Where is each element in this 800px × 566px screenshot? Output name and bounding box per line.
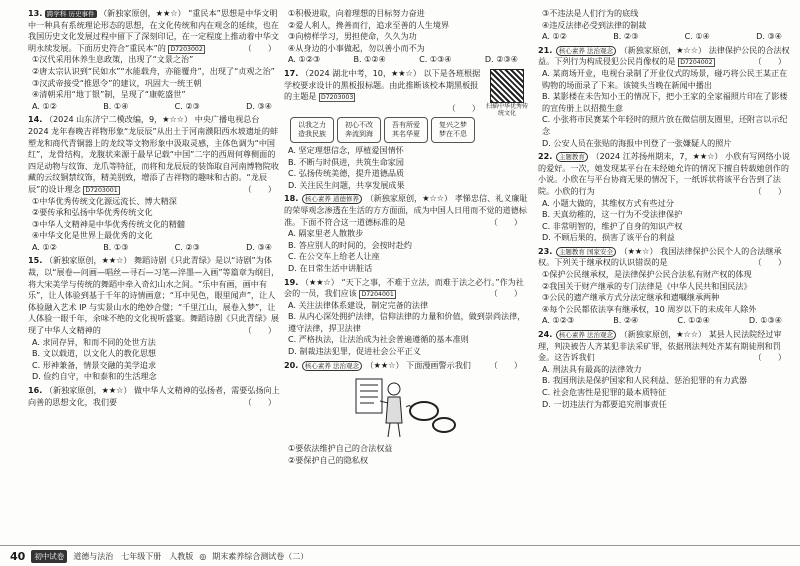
question-number: 20. — [284, 359, 299, 370]
statement: ②唐太宗认识到“民如水”“水能载舟，亦能覆舟”，出现了“贞观之治” — [32, 65, 275, 76]
title-line: 复兴之梦 — [439, 120, 467, 129]
question-stem: “天下之事，不难于立法，而难于法之必行。”作为社会的一员，我们应该 — [284, 276, 524, 299]
statement: ④违反法律必受到法律的制裁 — [542, 19, 647, 30]
question-tag: 主题教育 国家安全 — [556, 247, 616, 257]
statement: ③不违法是人们行为的底线 — [542, 8, 639, 18]
answer-blank[interactable]: （ ） — [243, 396, 276, 407]
choice-a[interactable]: A. ①②③ — [288, 54, 321, 65]
question-20-options — [538, 8, 792, 43]
exam-title: 期末素养综合测试卷（二） — [212, 551, 309, 561]
choice-d[interactable]: D. ③④ — [246, 100, 272, 111]
statement: ④每个公民都依法享有继承权，10 周岁以下的未成年人除外 — [542, 303, 757, 314]
question-15 — [28, 255, 282, 383]
statement: ①积极进取，向着理想的目标努力奋进 — [288, 8, 425, 18]
question-code: D7203003 — [320, 94, 354, 102]
choice-a[interactable]: A. 坚定理想信念，厚植爱国情怀 — [288, 144, 404, 155]
choice-c[interactable]: C. 弘扬传统美德，提升道德品质 — [288, 168, 405, 179]
choice-b[interactable]: B. 答应别人的时间的，会按时赴约 — [288, 239, 413, 250]
choice-b[interactable]: B. 天真幼稚的，这一行为不受法律保护 — [542, 209, 683, 220]
question-stem: “重民本”思想是中华文明中一种具有系统理论形态的思想，在文化传统和内在观念的延续，也在我国历史文化发展过程中留下了深刻印记，在一定程度上推动着中华文明永续发展。下面历史符合“重民本”的 — [28, 8, 279, 53]
choice-d[interactable]: D. 制裁违法犯罪，促进社会公平正义 — [288, 346, 421, 357]
choice-c[interactable]: C. 非常明智的，维护了自身的知识产权 — [542, 220, 683, 231]
question-number: 24. — [538, 329, 553, 340]
qr-code-icon[interactable] — [490, 69, 524, 103]
question-stem: 某县人民法院经过审理，判决被告人齐某犯非法采矿罪，依据刑法判处齐某有期徒刑和罚金。这告诉我们 — [538, 329, 782, 363]
answer-blank[interactable]: （ ） — [489, 216, 522, 227]
choice-c[interactable]: C. 严格执法，让法治成为社会普遍遵循的基本准则 — [288, 334, 469, 345]
choice-a[interactable]: A. 小题大做的，其维权方式有些过分 — [542, 197, 674, 208]
question-tag: 核心素养 法治观念 — [302, 361, 362, 371]
answer-blank[interactable]: （ ） — [447, 102, 480, 113]
question-number: 16. — [28, 385, 43, 395]
question-tag: 核心素养 法治观念 — [556, 330, 616, 340]
question-number: 14. — [28, 114, 43, 125]
choice-c[interactable]: C. 社会危害性是犯罪的最本质特征 — [542, 387, 667, 397]
answer-blank[interactable]: （ ） — [753, 257, 786, 268]
answer-blank[interactable]: （ ） — [753, 185, 786, 196]
choice-b[interactable]: B. 文以载道，以文化人的教化思想 — [32, 348, 157, 359]
choice-b[interactable]: B. 从内心深处拥护法律，信仰法律的力量和价值，做到崇尚法律，遵守法律，捍卫法律 — [288, 311, 526, 333]
choice-b[interactable]: B. ②③ — [613, 31, 639, 42]
choice-row — [28, 242, 282, 254]
choice-b[interactable]: B. 不断与时俱进，共筑生命家园 — [288, 156, 404, 167]
question-source: （★★☆） — [300, 276, 339, 287]
question-tag: 主题教育 — [556, 152, 588, 162]
question-number: 21. — [538, 44, 553, 55]
choice-b[interactable]: B. ②④ — [613, 315, 639, 326]
question-22 — [538, 151, 792, 244]
question-14 — [28, 114, 282, 253]
statement: ③公民的遗产继承方式分法定继承和遗嘱继承两种 — [542, 292, 720, 303]
statement: ①汉代采用休养生息政策，出现了“文景之治” — [32, 54, 194, 65]
statement: ②要传承和弘扬中华优秀传统文化 — [32, 207, 153, 218]
choice-c[interactable]: C. ②③ — [174, 241, 200, 252]
title-line: 造我民族 — [298, 129, 326, 138]
question-source: （新独家原创，★★☆） — [44, 385, 132, 395]
choice-d[interactable]: D. 俭约自守，中和泰和的生活理念 — [32, 371, 157, 382]
handcuff-cartoon-icon — [314, 373, 464, 443]
statement: ①中华优秀传统文化源远流长、博大精深 — [32, 195, 177, 206]
separator-icon: ◎ — [199, 551, 207, 561]
choice-c[interactable]: C. 小张将市民赛某个年轻时的照片放在微信朋友圈里，还附言以示纪念 — [542, 114, 788, 136]
question-tag: 跨学科 历史事件 — [46, 10, 95, 18]
title-line: 初心不改 — [345, 120, 373, 129]
question-number: 19. — [284, 276, 299, 287]
choice-c[interactable]: C. ①③④ — [419, 54, 452, 65]
title-line: 吾有所爱 — [392, 120, 420, 129]
question-code: D7203002 — [170, 45, 203, 53]
question-stem: 舞蹈诗剧《只此青绿》是以“诗剧”为体裁，以“展卷—问画—唱丝—寻石—习笔—淬墨—入画”等篇章为纲目，将大宋美学与传统的舞蹈中牵入奇幻山水之间。“乐中有画，画中有乐”，让人体验到基于千年的诗情画意；“耳中见色，眼里闻声”，让人体验融入艺术 IP 与实景山水的绝妙合璧；“千里江山，展卷入梦”，让人体验一眼千年，余味不绝的文化视听盛宴。舞蹈诗剧《只此青绿》展现了中华人文精神的 — [28, 255, 280, 336]
question-stem: 小欣有写网络小说的爱好。一次，她发现某平台在未经她允许的情况下擅自转载她创作的小说。小欣在与平台协商无果的情况下，一纸诉状将该平台告到了法院。小欣的行为 — [538, 151, 790, 196]
statement: ②爱人利人，搀善而行，追求至善的人生境界 — [288, 19, 450, 30]
question-stem: 我国法律保护公民个人的合法继承权。下列关于继承权的认识错误的是 — [538, 245, 782, 268]
column-right — [538, 8, 792, 412]
statement: ④中华文化是世界上最优秀的文化 — [32, 230, 153, 241]
choice-d[interactable]: D. 公安人员在张贴的海报中刊登了一张嫌疑人的照片 — [542, 137, 732, 148]
choice-b[interactable]: B. ①④ — [103, 100, 129, 111]
question-24 — [538, 329, 792, 410]
statement: ③中华人文精神是中华优秀传统文化的精髓 — [32, 218, 185, 229]
statement: ②要保护自己的隐私权 — [288, 454, 369, 465]
choice-d[interactable]: D. 关注民生问题，共享发展成果 — [288, 179, 405, 190]
choice-a[interactable]: A. 求同存异，和而不同的处世方法 — [32, 336, 156, 347]
answer-blank[interactable]: （ ） — [489, 288, 522, 299]
question-stem: 做中华人文精神的弘扬者，需要弘扬向上向善的思想文化，我们要 — [28, 385, 280, 407]
choice-a[interactable]: A. 某商场开业，电视台录制了开业仪式的场景，碰巧将公民王某正在购物的场面录了下来。该镜头当晚在新闻中播出 — [542, 67, 788, 90]
question-tag: 核心素养 法治观念 — [556, 46, 616, 56]
statement: ③向榜样学习，男担使命，久久为功 — [288, 31, 417, 42]
choice-d[interactable]: D. ③④ — [756, 31, 782, 42]
question-source: （新独家原创，★☆☆） — [619, 44, 707, 55]
question-20 — [284, 360, 528, 467]
choice-a[interactable]: A. ①②③ — [542, 315, 575, 326]
question-source: （2024 江苏扬州期末，7，★★☆） — [591, 151, 723, 162]
question-source: （新独家原创，★☆☆） — [619, 329, 707, 340]
question-tag: 核心素养 道德修养 — [302, 194, 362, 204]
question-number: 23. — [538, 245, 553, 256]
question-code: D7203001 — [85, 186, 118, 194]
question-source: （新独家原创，★☆☆） — [365, 193, 453, 204]
choice-c[interactable]: C. 形神兼备，情景交融的美学追求 — [32, 359, 157, 370]
answer-blank[interactable]: （ ） — [243, 183, 276, 194]
title-line: 梦在不息 — [439, 129, 467, 138]
title-line: 其名华夏 — [392, 129, 420, 138]
answer-blank[interactable]: （ ） — [243, 42, 276, 53]
choice-d[interactable]: D. ②③④ — [484, 54, 518, 65]
page-footer — [0, 545, 800, 566]
question-16-options — [284, 8, 528, 66]
answer-blank[interactable]: （ ） — [753, 352, 786, 363]
choice-b[interactable]: B. 某影楼在未告知小王的情况下，把小王家的全家福照片印在了影楼的宣传册上以招揽生意 — [542, 91, 788, 113]
choice-d[interactable]: D. ①③④ — [748, 315, 782, 326]
choice-c[interactable]: C. 在公交车上给老人让座 — [288, 251, 380, 262]
question-source: （新独家原创，★★☆） — [44, 255, 132, 266]
choice-d[interactable]: D. 不顾后果的，损害了该平台的利益 — [542, 232, 675, 243]
choice-d[interactable]: D. 在日常生活中讲脏话 — [288, 262, 373, 273]
question-number: 13. — [28, 8, 43, 18]
choice-row — [284, 54, 528, 66]
question-17 — [284, 68, 528, 191]
question-code: D7204002 — [680, 59, 713, 67]
blackboard-title — [290, 117, 334, 143]
page-number: 40 — [10, 549, 26, 563]
column-left — [28, 8, 282, 410]
blackboard-title — [431, 117, 475, 143]
question-source: （新独家原创，★★☆） — [99, 8, 186, 18]
question-stem: 以下是各班根据学校要求设计的黑板报标题。由此推断该校本期黑板报的主题是 — [284, 67, 481, 102]
question-number: 15. — [28, 255, 43, 266]
subject-label: 道德与法治 七年级下册 人教版 — [73, 551, 194, 561]
choice-row — [538, 31, 792, 43]
question-number: 18. — [284, 193, 299, 204]
choice-b[interactable]: B. ①②④ — [353, 54, 386, 65]
blackboard-title — [337, 117, 381, 143]
statement: ①要依法维护自己的合法权益 — [288, 443, 393, 454]
choice-a[interactable]: A. 刑法具有最高的法律效力 — [542, 363, 642, 374]
choice-row — [28, 101, 282, 113]
choice-c[interactable]: C. ①④ — [684, 31, 710, 42]
answer-blank[interactable]: （ ） — [753, 56, 786, 67]
choice-a[interactable]: A. 隔家里老人散散步 — [288, 228, 364, 239]
choice-a[interactable]: A. ①② — [32, 241, 58, 252]
answer-blank[interactable]: （ ） — [489, 359, 522, 370]
blackboard-title — [384, 117, 428, 143]
choice-d[interactable]: D. 一切违法行为都要追究刑事责任 — [542, 398, 667, 409]
answer-blank[interactable]: （ ） — [243, 325, 276, 336]
statement: ①保护公民继承权，是法律保护公民合法私有财产权的体现 — [542, 269, 752, 280]
question-source: （★★☆） — [365, 359, 404, 370]
question-code: D7204001 — [361, 291, 394, 299]
series-badge: 初中试卷 — [31, 550, 67, 563]
question-source: （★★☆） — [619, 245, 658, 256]
choice-b[interactable]: B. ①③ — [103, 241, 129, 252]
question-number: 17. — [284, 67, 299, 78]
statement: ③汉武帝接受“推恩令”的建议，巩固大一统王朝 — [32, 77, 202, 88]
choice-a[interactable]: A. ①② — [32, 100, 58, 111]
choice-c[interactable]: C. ②③ — [174, 100, 200, 111]
question-18 — [284, 193, 528, 274]
question-19 — [284, 277, 528, 358]
question-13 — [28, 8, 282, 112]
question-stem: 中央广播电视总台 2024 龙年春晚吉祥物形象“龙辰辰”从出土于河南濮阳西水坡遗址的蚌塑龙和商代青铜器上的龙纹等文物形象中汲取灵感，主体色调为“中国红”，龙骨结构，龙腹状来源于最早记载“中国”二字的西周何尊侧面的四足动物与纹饰、龙爪等特征，而将和龙辰辰的装饰取自河南博物院收藏的云纹铜禁纹饰，精美别致，增添了吉祥物的趣味和古韵。“龙辰辰”的设计理念 — [28, 114, 279, 194]
statement: ④从身边的小事做起，勿以善小而不为 — [288, 42, 425, 53]
qr-caption: 扫描中华优秀传统文化 — [486, 102, 529, 117]
blackboard-titles — [290, 117, 528, 143]
question-stem: 法律保护公民的合法权益。下列行为构成侵犯公民肖像权的是 — [538, 44, 790, 67]
statement: ②我国关于财产继承的专门法律是《中华人民共和国民法》 — [542, 280, 752, 291]
statement: ④清朝采用“地丁银”制，呈现了“康乾盛世” — [32, 89, 186, 100]
question-16 — [28, 385, 282, 408]
question-stem: 孝悌忠信、礼义廉耻的荣辱观念渗透在生活的方方面面，成为中国人日用而不觉的道德标准。下面不符合这一道德标准的是 — [284, 193, 528, 227]
choice-c[interactable]: C. ①②④ — [677, 315, 710, 326]
title-line: 以我之力 — [298, 120, 326, 129]
title-line: 奔流到海 — [345, 129, 373, 138]
question-source: （2024 山东济宁二模改编，9，★☆☆） — [44, 114, 193, 125]
column-middle — [284, 8, 528, 468]
question-stem: 下面漫画警示我们 — [406, 359, 471, 370]
choice-row — [538, 315, 792, 327]
choice-a[interactable]: A. 关注法律体系建设，制定完备的法律 — [288, 299, 429, 310]
cartoon-image — [314, 373, 528, 443]
question-source: （2024 湖北中考，10，★★☆） — [300, 67, 421, 78]
question-number: 22. — [538, 151, 553, 162]
question-21 — [538, 45, 792, 149]
choice-d[interactable]: D. ③④ — [246, 241, 272, 252]
question-23 — [538, 246, 792, 327]
choice-a[interactable]: A. ①② — [542, 31, 568, 42]
choice-b[interactable]: B. 我国刑法是保护国家和人民利益、惩治犯罪的有力武器 — [542, 375, 747, 386]
